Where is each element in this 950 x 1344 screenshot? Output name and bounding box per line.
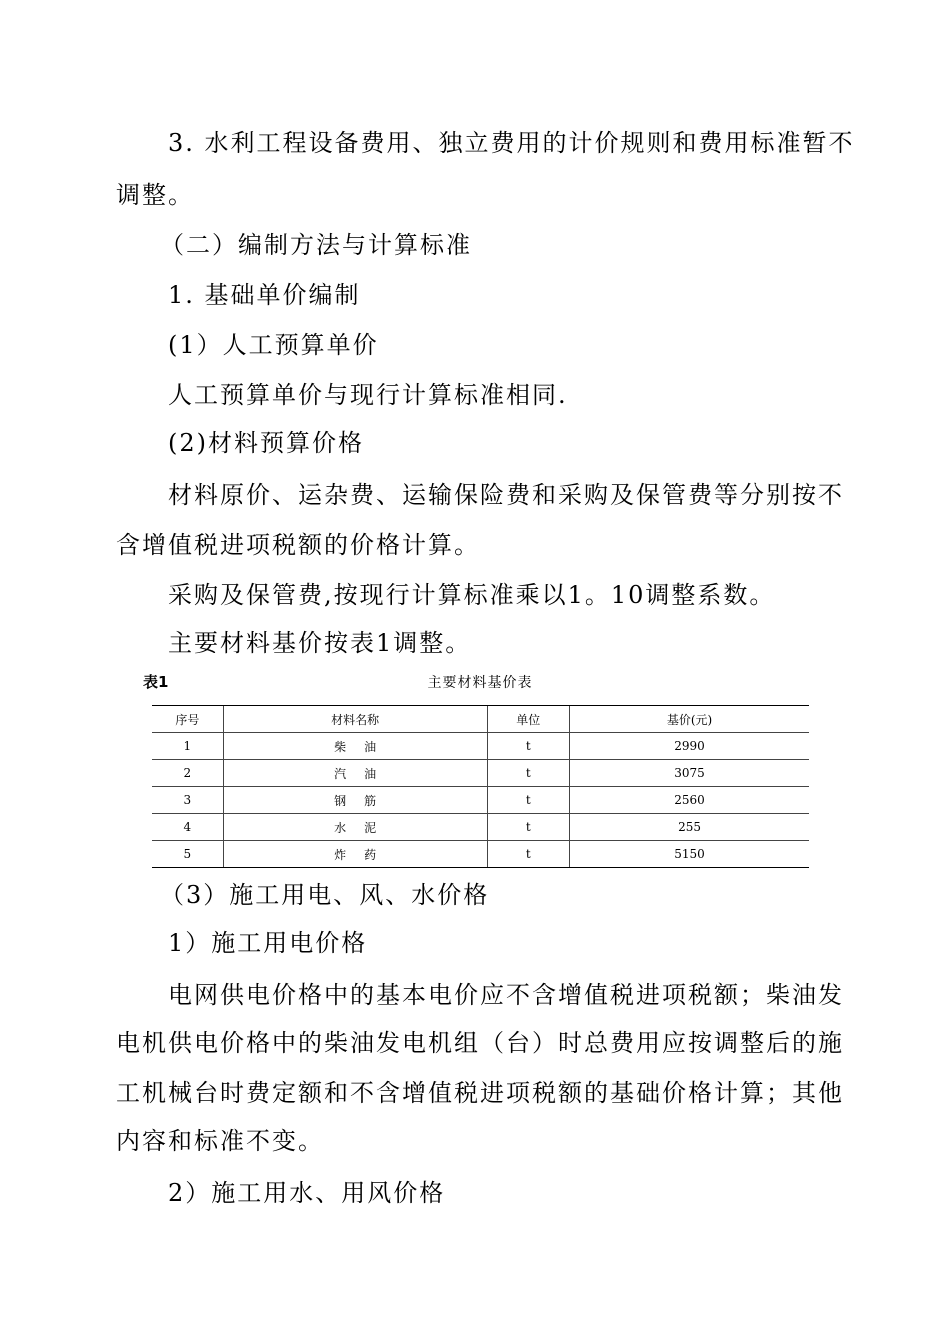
- table-row: [152, 733, 809, 760]
- table-row: [152, 814, 809, 841]
- cell-unit: t: [487, 814, 570, 841]
- paragraph-line: 调整。: [116, 181, 194, 209]
- cell-unit: t: [487, 733, 570, 760]
- cell-no: 2: [152, 760, 223, 787]
- paragraph-line: 电网供电价格中的基本电价应不含增值税进项税额；柴油发: [168, 981, 844, 1009]
- cell-name: [223, 787, 487, 814]
- paragraph-line: 工机械台时费定额和不含增值税进项税额的基础价格计算；其他: [116, 1079, 844, 1107]
- section-heading: (1）人工预算单价: [168, 331, 379, 359]
- paragraph-line: 含增值税进项税额的价格计算。: [116, 531, 480, 559]
- header-no: 序号: [152, 706, 223, 733]
- material-price-table: [152, 705, 809, 868]
- material-name: 汽油: [334, 766, 395, 781]
- table-label: 表1: [143, 673, 169, 691]
- cell-no: 4: [152, 814, 223, 841]
- table-row: [152, 760, 809, 787]
- table-row: [152, 841, 809, 868]
- table-header-row: [152, 706, 809, 733]
- cell-price: 255: [570, 814, 809, 841]
- section-heading: (2)材料预算价格: [168, 429, 364, 457]
- section-heading: 1. 基础单价编制: [168, 281, 361, 309]
- table-row: [152, 787, 809, 814]
- cell-price: 3075: [570, 760, 809, 787]
- paragraph-line: 材料原价、运杂费、运输保险费和采购及保管费等分别按不: [168, 481, 844, 509]
- cell-price: 2560: [570, 787, 809, 814]
- header-price: 基价(元): [570, 706, 809, 733]
- cell-name: [223, 760, 487, 787]
- cell-price: 5150: [570, 841, 809, 868]
- header-unit: 单位: [487, 706, 570, 733]
- paragraph-line: 采购及保管费,按现行计算标准乘以1。10调整系数。: [168, 581, 776, 609]
- material-name: 柴油: [334, 739, 395, 754]
- paragraph-line: 3. 水利工程设备费用、独立费用的计价规则和费用标准暂不: [168, 129, 855, 157]
- material-name: 钢筋: [334, 793, 395, 808]
- paragraph-line: 人工预算单价与现行计算标准相同.: [168, 381, 568, 409]
- cell-name: [223, 841, 487, 868]
- paragraph-line: 电机供电价格中的柴油发电机组（台）时总费用应按调整后的施: [116, 1029, 844, 1057]
- section-heading: 2）施工用水、用风价格: [168, 1179, 446, 1207]
- section-heading: 1）施工用电价格: [168, 929, 368, 957]
- section-heading: （3）施工用电、风、水价格: [160, 881, 490, 909]
- cell-unit: t: [487, 787, 570, 814]
- material-name: 水泥: [334, 820, 395, 835]
- paragraph-line: 内容和标准不变。: [116, 1127, 324, 1155]
- cell-no: 3: [152, 787, 223, 814]
- section-heading: （二）编制方法与计算标准: [160, 231, 472, 259]
- cell-no: 5: [152, 841, 223, 868]
- cell-unit: t: [487, 760, 570, 787]
- cell-no: 1: [152, 733, 223, 760]
- header-name: 材料名称: [223, 706, 487, 733]
- cell-unit: t: [487, 841, 570, 868]
- table-title: 主要材料基价表: [427, 675, 533, 691]
- paragraph-line: 主要材料基价按表1调整。: [168, 629, 472, 657]
- cell-name: [223, 733, 487, 760]
- cell-name: [223, 814, 487, 841]
- cell-price: 2990: [570, 733, 809, 760]
- material-name: 炸药: [334, 847, 395, 862]
